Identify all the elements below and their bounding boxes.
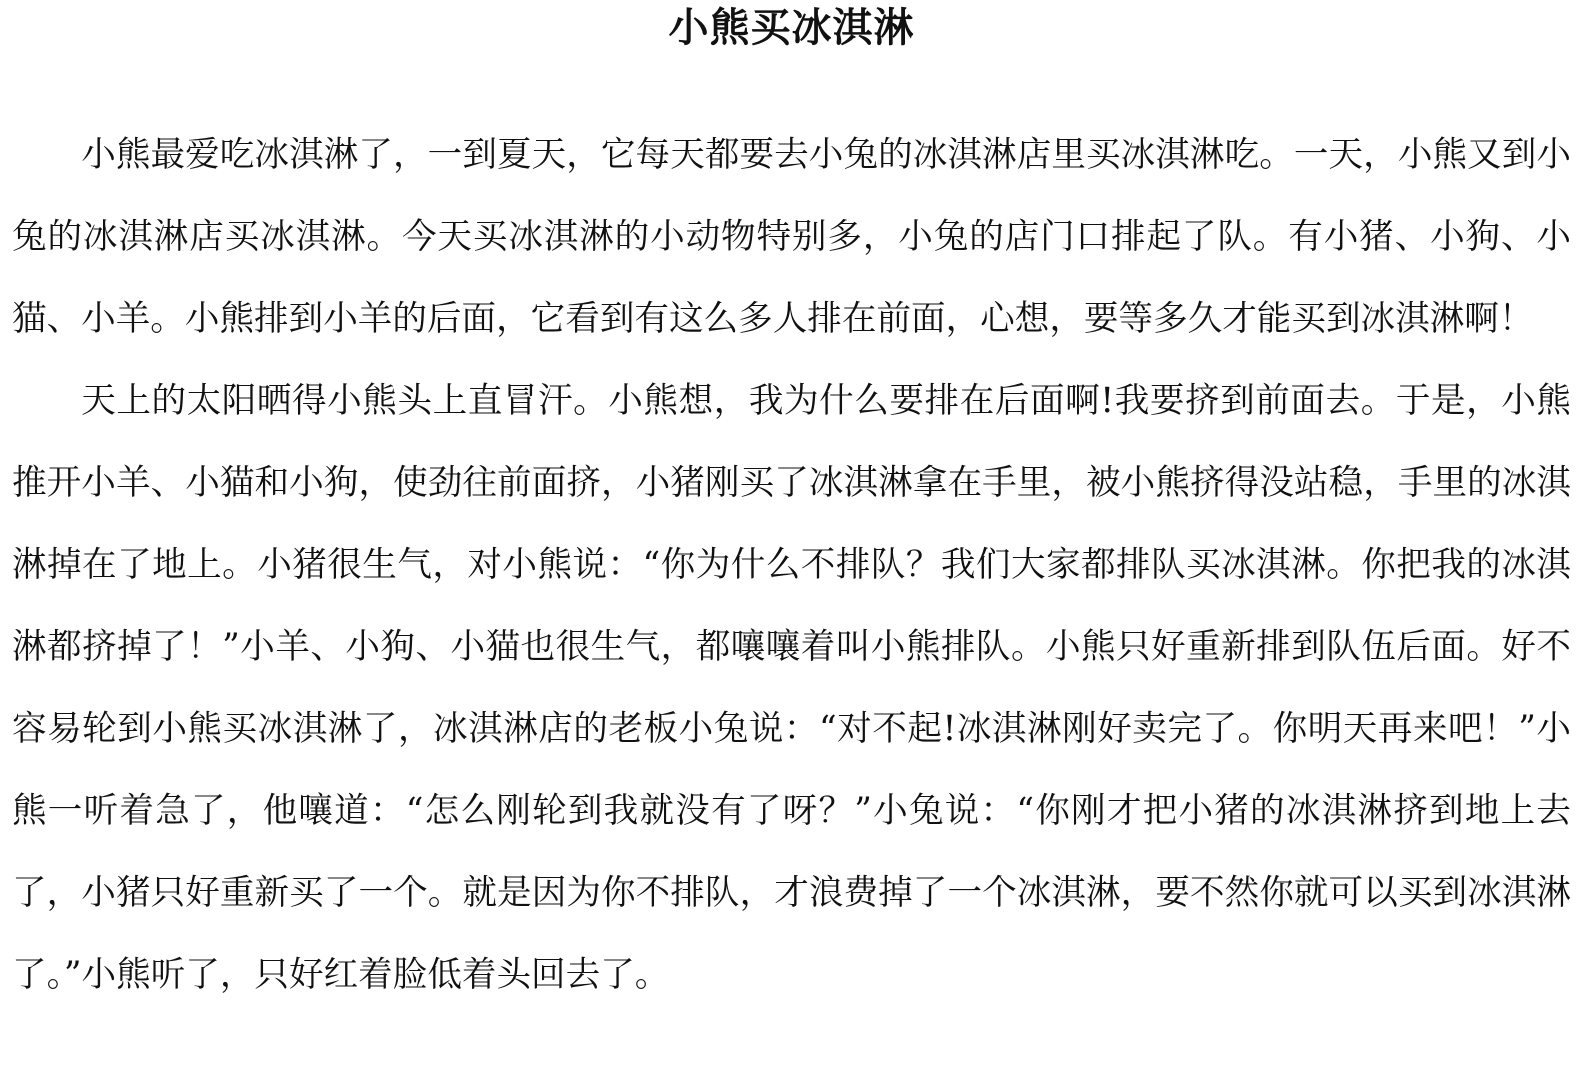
- paragraph-2: 天上的太阳晒得小熊头上直冒汗。小熊想，我为什么要排在后面啊!我要挤到前面去。于是，小熊推开小羊、小猫和小狗，使劲往前面挤，小猪刚买了冰淇淋拿在手里，被小熊挤得没站稳，手里的冰淇淋掉在了地上。小猪很生气，对小熊说：“你为什么不排队？我们大家都排队买冰淇淋。你把我的冰淇淋都挤掉了！”小羊、小狗、小猫也很生气，都嚷嚷着叫小熊排队。小熊只好重新排到队伍后面。好不容易轮到小熊买冰淇淋了，冰淇淋店的老板小兔说：“对不起!冰淇淋刚好卖完了。你明天再来吧！”小熊一听着急了，他嚷道：“怎么刚轮到我就没有了呀？”小兔说：“你刚才把小猪的冰淇淋挤到地上去了，小猪只好重新买了一个。就是因为你不排队，才浪费掉了一个冰淇淋，要不然你就可以买到冰淇淋了。”小熊听了，只好红着脸低着头回去了。: [12, 381, 1571, 995]
- page-title: 小熊买冰淇淋: [668, 4, 915, 51]
- story-body: [12, 114, 1571, 1016]
- paragraph-1: 小熊最爱吃冰淇淋了，一到夏天，它每天都要去小兔的冰淇淋店里买冰淇淋吃。一天，小熊又到小兔的冰淇淋店买冰淇淋。今天买冰淇淋的小动物特别多，小兔的店门口排起了队。有小猪、小狗、小猫、小羊。小熊排到小羊的后面，它看到有这么多人排在前面，心想，要等多久才能买到冰淇淋啊！: [12, 135, 1571, 339]
